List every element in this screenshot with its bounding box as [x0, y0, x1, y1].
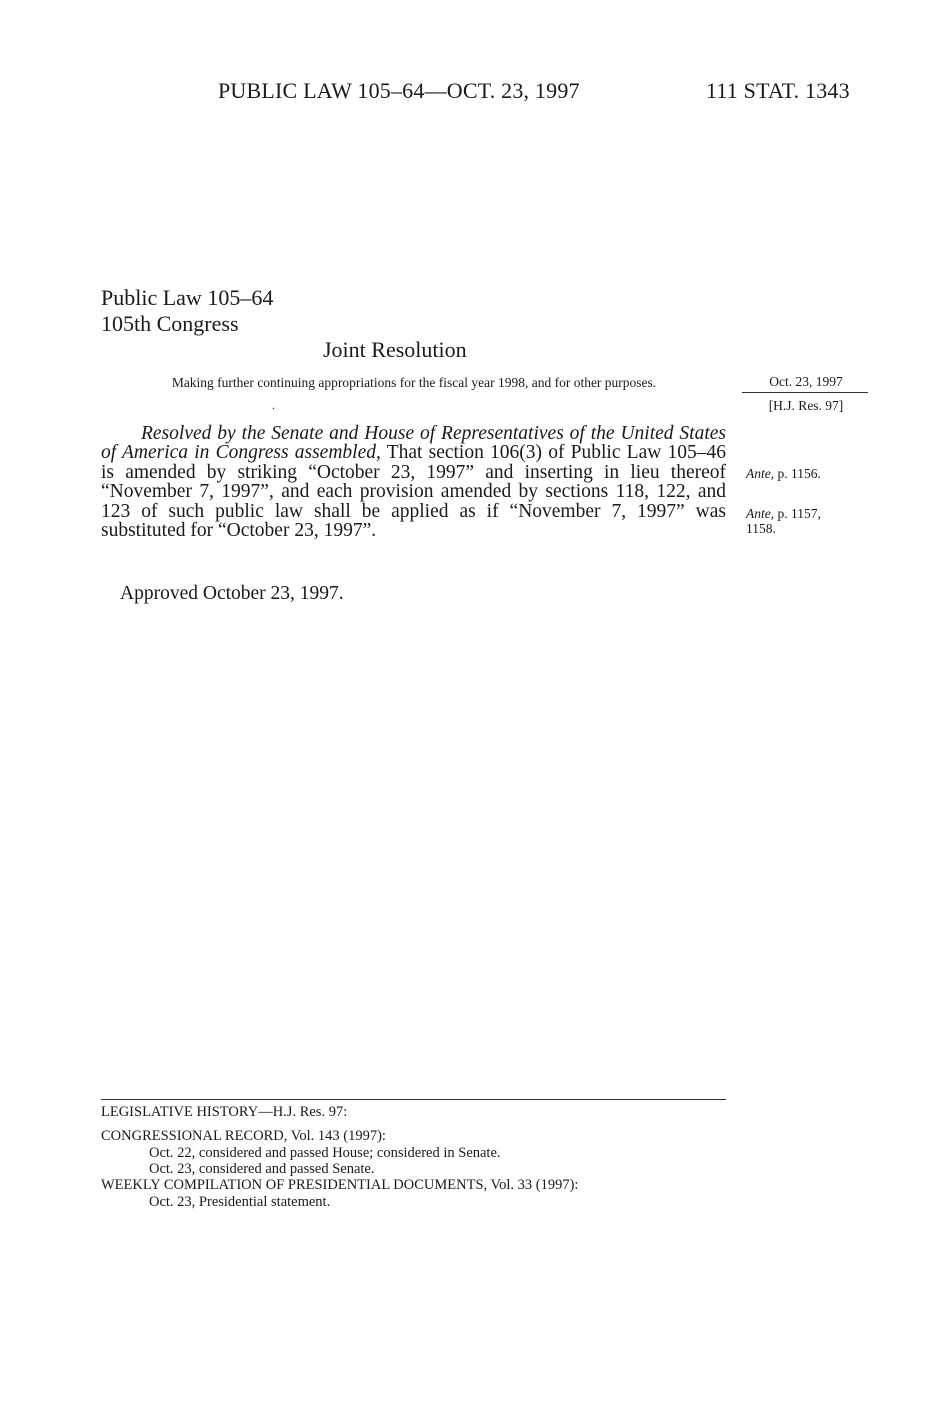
- footnote-divider: [101, 1099, 726, 1100]
- purpose-statement: Making further continuing appropriations for the fiscal year 1998, and for other purposes.: [171, 375, 657, 390]
- public-law-number: Public Law 105–64: [101, 285, 274, 310]
- ante-page: p. 1157,: [774, 506, 821, 521]
- congressional-record-heading: CONGRESSIONAL RECORD, Vol. 143 (1997):: [101, 1128, 386, 1144]
- weekly-compilation-heading: WEEKLY COMPILATION OF PRESIDENTIAL DOCUMENTS, Vol. 33 (1997):: [101, 1177, 579, 1193]
- margin-note-bill: [H.J. Res. 97]: [768, 398, 844, 413]
- margin-note-ante-2: [746, 506, 821, 536]
- history-entry: Oct. 22, considered and passed House; considered in Senate.: [149, 1145, 501, 1161]
- resolution-text: That section 106(3) of Public Law 105–46 is amended by striking “October 23, 1997” and inserting in lieu thereof “November 7, 1997”, and each provision amended by sections 118, 122, and 123 of such public law shall be applied as if “November 7, 1997” was substituted for “October 23, 1997”.: [101, 442, 726, 542]
- ante-label: Ante,: [746, 506, 775, 521]
- ante-label: Ante,: [746, 466, 775, 481]
- history-entry: Oct. 23, considered and passed Senate.: [149, 1161, 375, 1177]
- running-head-title: PUBLIC LAW 105–64—OCT. 23, 1997: [218, 78, 580, 103]
- approval-date: Approved October 23, 1997.: [120, 583, 344, 604]
- ante-page: p. 1156.: [774, 466, 821, 481]
- margin-note-ante-1: [746, 466, 821, 481]
- enacting-clause: Resolved by the Senate and House of Representatives of the United States of America in Congress assembled,: [101, 423, 726, 464]
- resolution-body: [101, 424, 726, 540]
- margin-note-divider: [742, 392, 868, 393]
- document-type-heading: Joint Resolution: [323, 337, 467, 362]
- history-entry: Oct. 23, Presidential statement.: [149, 1194, 331, 1210]
- congress-number: 105th Congress: [101, 311, 239, 336]
- margin-note-date: Oct. 23, 1997: [769, 374, 843, 389]
- legislative-history-title: LEGISLATIVE HISTORY—H.J. Res. 97:: [101, 1104, 348, 1120]
- purpose-mark: .: [272, 398, 275, 412]
- running-head-page: 111 STAT. 1343: [706, 78, 850, 103]
- ante-page-continued: 1158.: [746, 521, 776, 536]
